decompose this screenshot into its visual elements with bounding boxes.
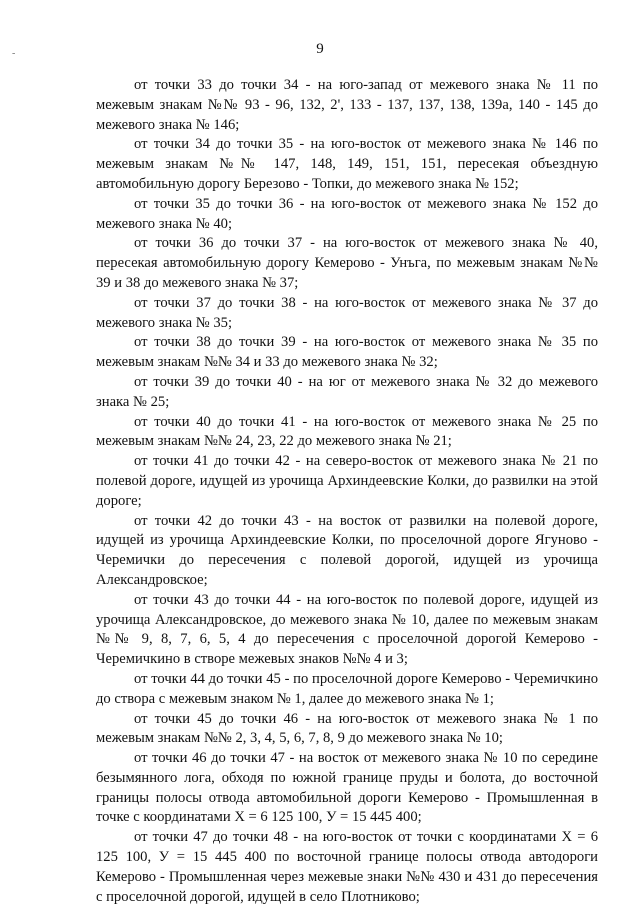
paragraph-points-44-45: от точки 44 до точки 45 - по проселочной дороге Кемерово - Черемичкино до створа с межевым знаком № 1, далее до межевого знака № 1; — [96, 670, 598, 707]
paragraph-points-39-40: от точки 39 до точки 40 - на юг от межевого знака № 32 до межевого знака № 25; — [96, 373, 598, 410]
margin-mark: - — [12, 48, 16, 59]
document-body — [96, 76, 598, 907]
paragraph-points-47-48: от точки 47 до точки 48 - на юго-восток от точки с координатами X = 6 125 100, У = 15 445 400 по восточной границе полосы отвода автодороги Кемерово - Промышленная через межевые знаки №№ 430 и 431 до пересечения с проселочной дорогой, идущей в село Плотниково; — [96, 829, 598, 905]
paragraph-points-43-44: от точки 43 до точки 44 - на юго-восток по полевой дороге, идущей из урочища Александровское, до межевого знака № 10, далее по межевым знакам №№ 9, 8, 7, 6, 5, 4 до пересечения с проселочной дорогой Кемерово - Черемичкино в створе межевых знаков №№ 4 и 3; — [96, 591, 598, 668]
paragraph-points-34-35: от точки 34 до точки 35 - на юго-восток от межевого знака № 146 по межевым знакам №№ 147, 148, 149, 151, 151, пересекая объездную автомобильную дорогу Березово - Топки, до межевого знака № 152; — [96, 136, 598, 192]
paragraph-points-35-36: от точки 35 до точки 36 - на юго-восток от межевого знака № 152 до межевого знака № 40; — [96, 195, 598, 232]
paragraph-points-45-46: от точки 45 до точки 46 - на юго-восток от межевого знака № 1 по межевым знакам №№ 2, 3, 4, 5, 6, 7, 8, 9 до межевого знака № 10; — [96, 710, 598, 747]
page-number: 9 — [316, 41, 324, 57]
paragraph-points-33-34: от точки 33 до точки 34 - на юго-запад от межевого знака № 11 по межевым знакам №№ 93 - 96, 132, 2', 133 - 137, 137, 138, 139а, 140 - 145 до межевого знака № 146; — [96, 77, 598, 133]
paragraph-points-40-41: от точки 40 до точки 41 - на юго-восток от межевого знака № 25 по межевым знакам №№ 24, 23, 22 до межевого знака № 21; — [96, 413, 598, 450]
paragraph-points-46-47: от точки 46 до точки 47 - на восток от межевого знака № 10 по середине безымянного лога, обходя по южной границе пруды и болота, до восточной границы полосы отвода автомобильной дороги Кемерово - Промышленная в точке с координатами X = 6 125 100, У = 15 445 400; — [96, 750, 598, 826]
paragraph-points-42-43: от точки 42 до точки 43 - на восток от развилки на полевой дороге, идущей из урочища Архиндеевские Колки, по проселочной дороге Ягуново - Черемички до пересечения с полевой дорогой, идущей из урочища Александровское; — [96, 512, 598, 588]
paragraph-points-38-39: от точки 38 до точки 39 - на юго-восток от межевого знака № 35 по межевым знакам №№ 34 и 33 до межевого знака № 32; — [96, 334, 598, 371]
paragraph-points-41-42: от точки 41 до точки 42 - на северо-восток от межевого знака № 21 по полевой дороге, идущей из урочища Архиндеевские Колки, до развилки на этой дороге; — [96, 453, 598, 509]
paragraph-points-36-37: от точки 36 до точки 37 - на юго-восток от межевого знака № 40, пересекая автомобильную дорогу Кемерово - Унъга, по межевым знакам №№ 39 и 38 до межевого знака № 37; — [96, 235, 598, 291]
paragraph-points-37-38: от точки 37 до точки 38 - на юго-восток от межевого знака № 37 до межевого знака № 35; — [96, 294, 598, 331]
